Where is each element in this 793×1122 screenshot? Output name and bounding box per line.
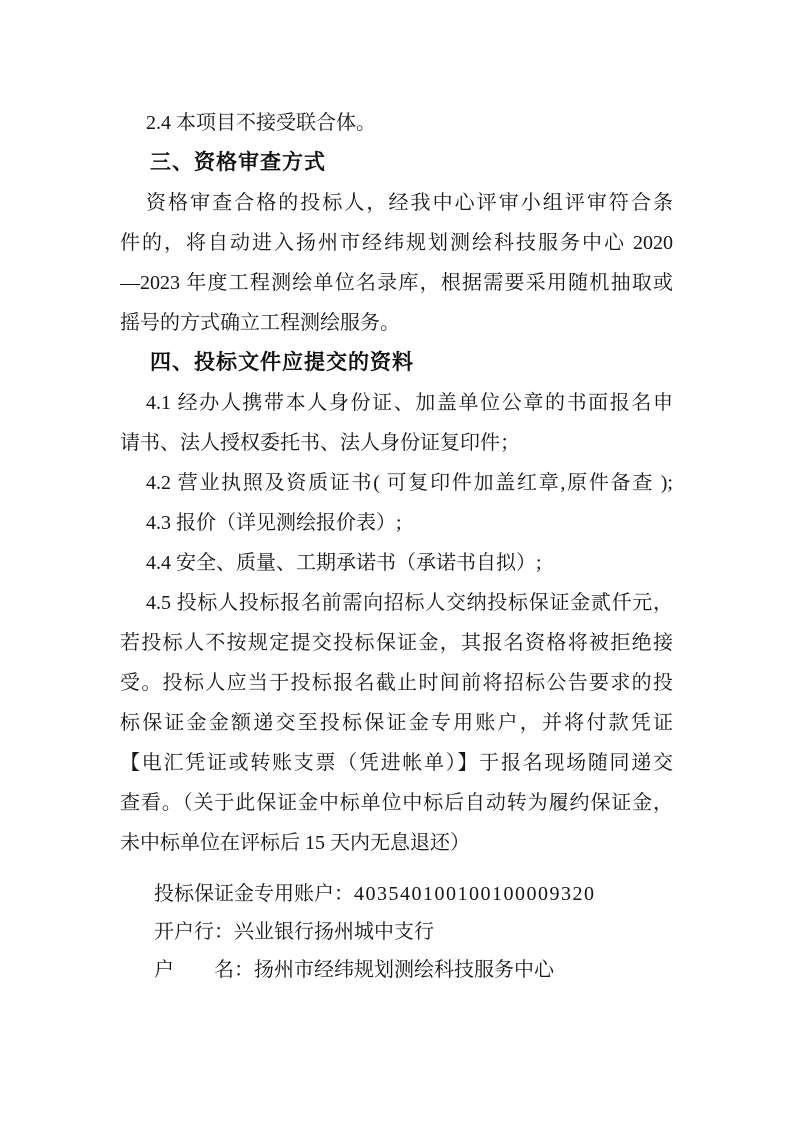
deposit-holder-line: [120, 951, 673, 989]
deposit-account-number-line: [120, 875, 673, 913]
item-4-5-line: 【电汇凭证或转账支票（凭进帐单）】于报名现场随同递交: [120, 752, 673, 774]
section-4-heading: 四、投标文件应提交的资料: [150, 351, 414, 374]
item-4-2: 4.2 营业执照及资质证书( 可复印件加盖红章,原件备查 );: [146, 472, 673, 494]
deposit-holder-label: 户 名：: [154, 959, 254, 981]
deposit-account-block: [120, 875, 673, 989]
deposit-bank-label: 开户行：: [154, 921, 234, 943]
item-4-5-line: 若投标人不按规定提交投标保证金，其报名资格将被拒绝接: [120, 632, 673, 654]
item-4-5-line: 查看。（关于此保证金中标单位中标后自动转为履约保证金，: [120, 792, 673, 814]
item-4-5-line: 标保证金金额递交至投标保证金专用账户，并将付款凭证: [120, 712, 673, 734]
item-4-5-line: 未中标单位在评标后 15 天内无息退还）: [120, 832, 470, 854]
clause-2-4: 2.4 本项目不接受联合体。: [146, 112, 376, 134]
section-3-paragraph-line: 资格审查合格的投标人，经我中心评审小组评审符合条: [146, 192, 673, 214]
section-3-paragraph-line: 件的，将自动进入扬州市经纬规划测绘科技服务中心 2020: [120, 232, 673, 254]
deposit-bank-value: 兴业银行扬州城中支行: [234, 921, 434, 943]
section-3-paragraph-line: 摇号的方式确立工程测绘服务。: [120, 312, 400, 334]
item-4-5-line: 受。投标人应当于投标报名截止时间前将招标公告要求的投: [120, 672, 673, 694]
deposit-account-label: 投标保证金专用账户：: [154, 883, 354, 905]
item-4-1-line: 4.1 经办人携带本人身份证、加盖单位公章的书面报名申: [146, 392, 673, 414]
item-4-5-line: 4.5 投标人投标报名前需向招标人交纳投标保证金贰仟元，: [146, 592, 673, 614]
item-4-4: 4.4 安全、质量、工期承诺书（承诺书自拟）;: [146, 552, 542, 574]
deposit-holder-value: 扬州市经纬规划测绘科技服务中心: [254, 959, 554, 981]
deposit-account-number: 403540100100100009320: [354, 883, 596, 905]
section-3-paragraph-line: —2023 年度工程测绘单位名录库，根据需要采用随机抽取或: [120, 272, 673, 294]
deposit-bank-line: [120, 913, 673, 951]
item-4-3: 4.3 报价（详见测绘报价表）;: [146, 512, 402, 534]
item-4-1-line: 请书、法人授权委托书、法人身份证复印件；: [120, 432, 520, 454]
section-3-heading: 三、资格审查方式: [150, 151, 326, 174]
